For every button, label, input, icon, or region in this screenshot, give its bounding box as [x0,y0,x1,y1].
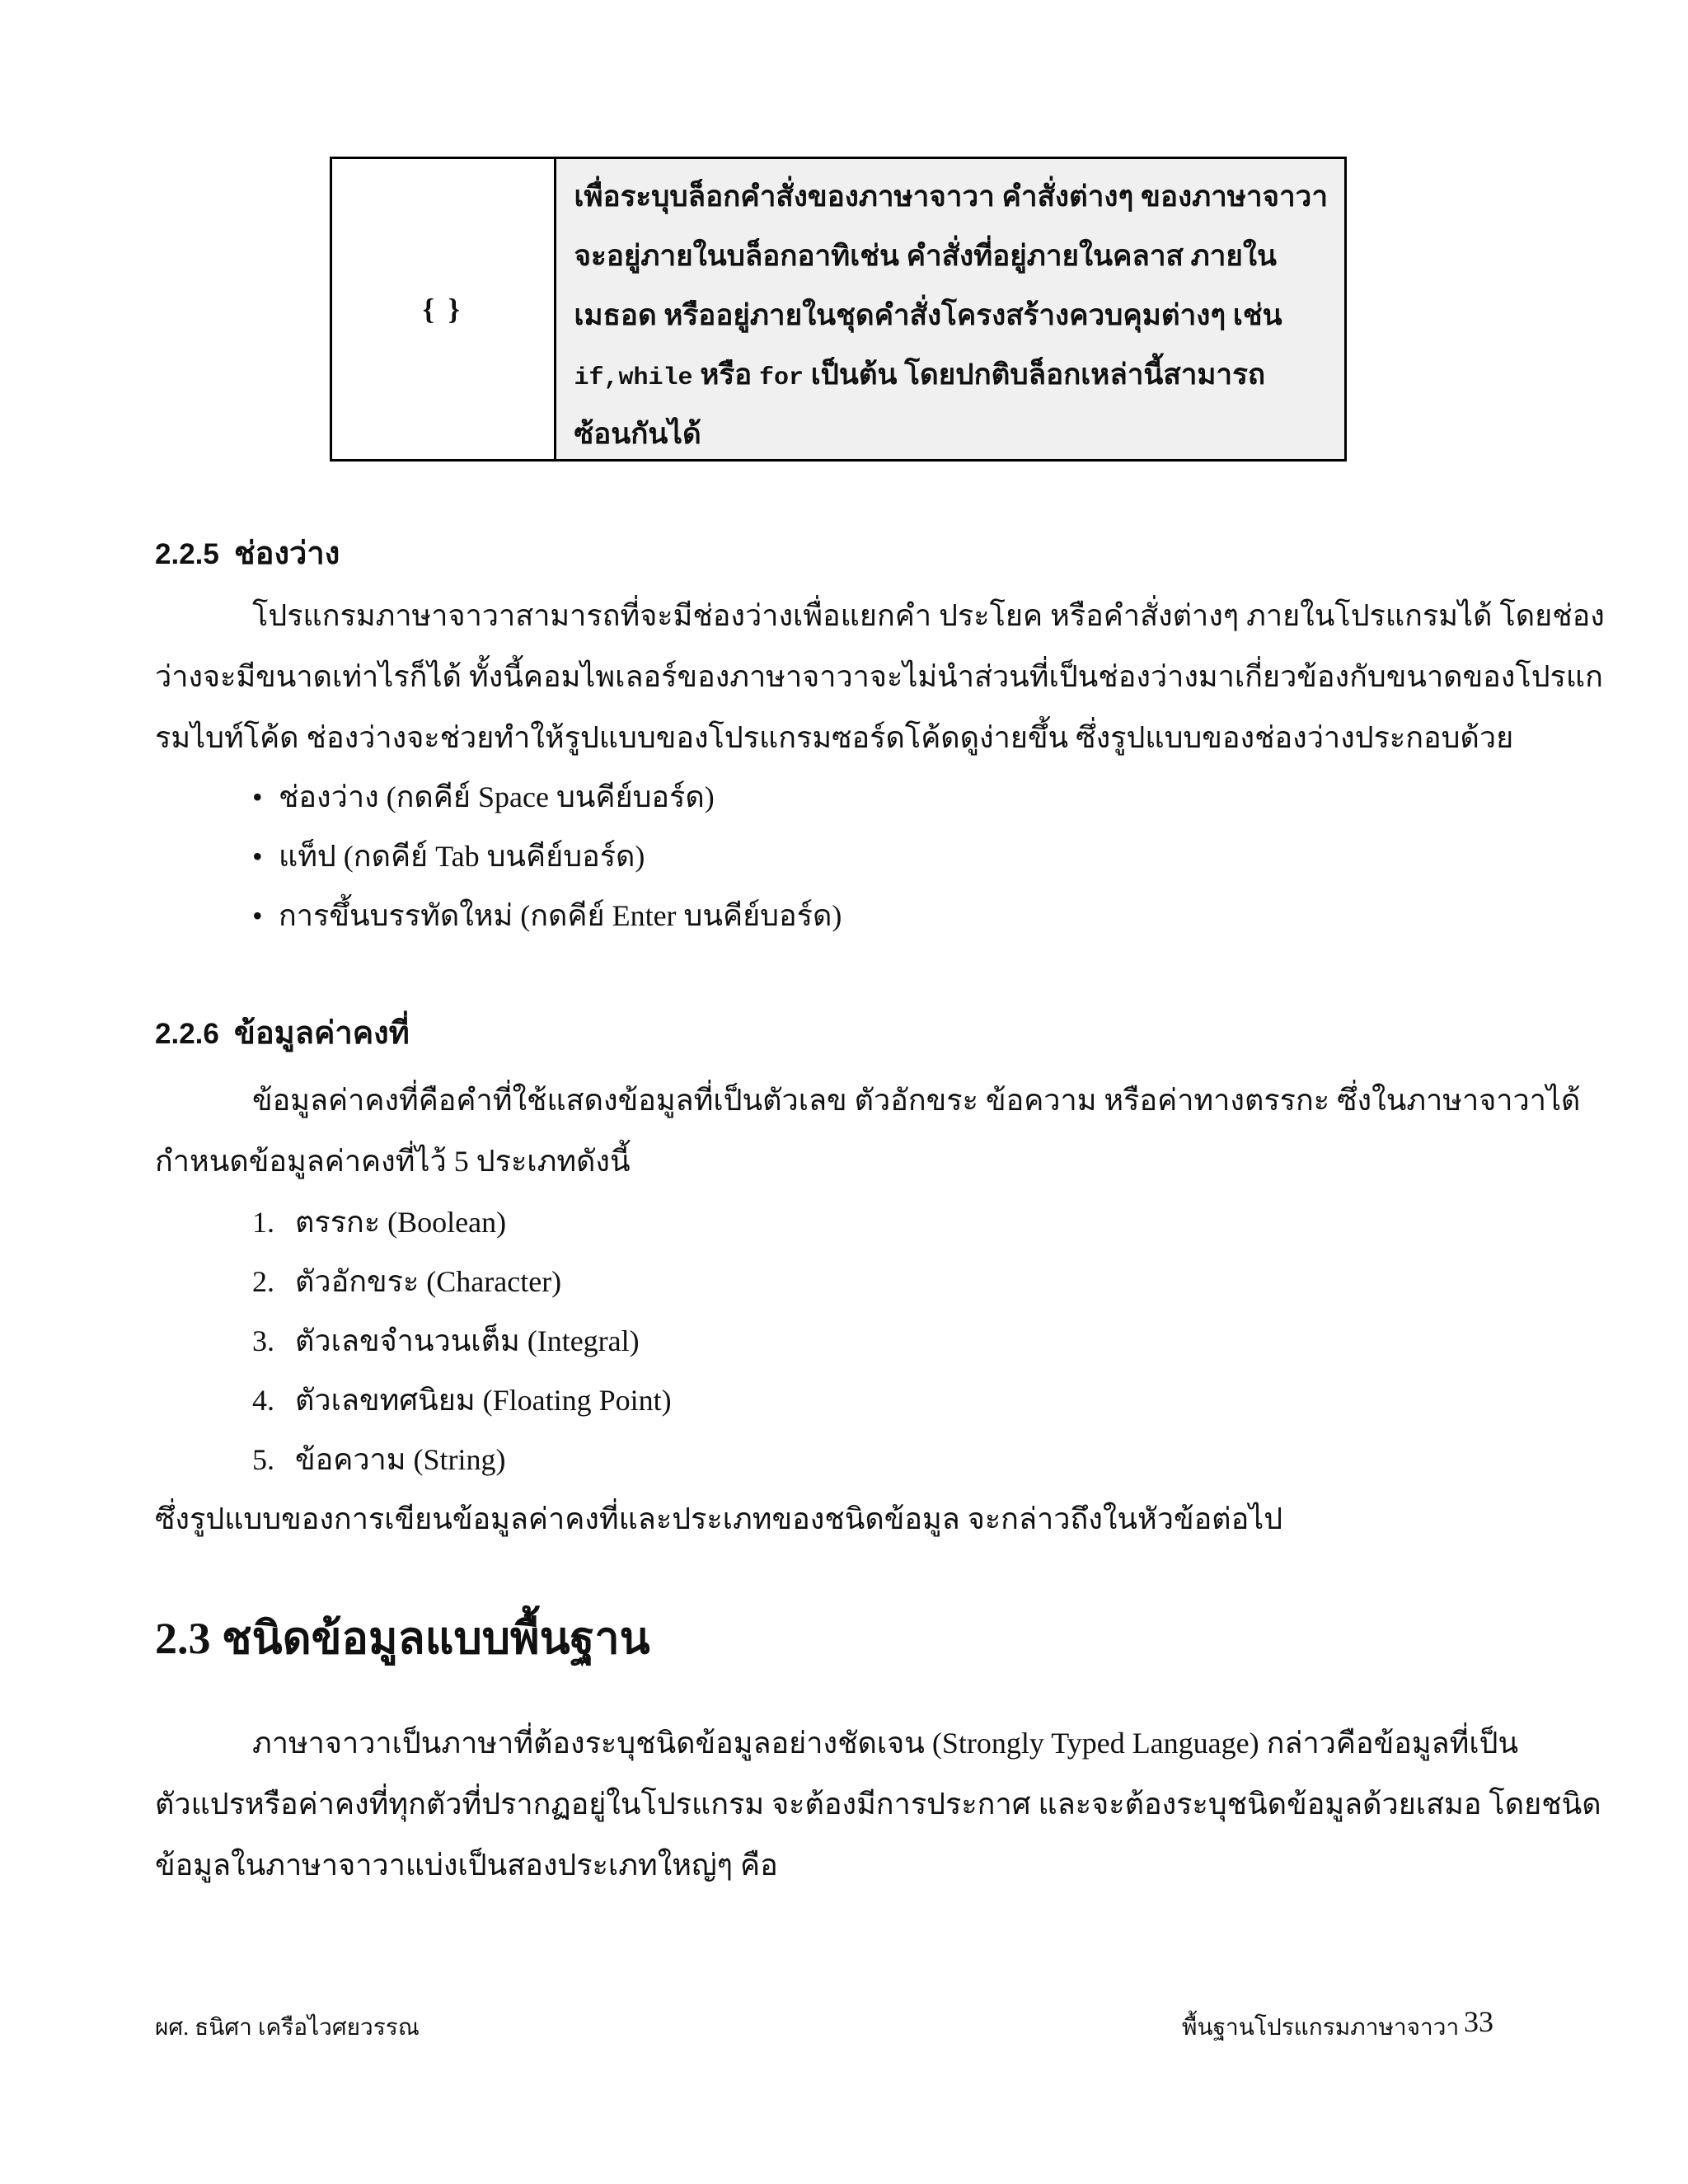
footer-author: ผศ. ธนิศา เครือไวศยวรรณ [155,2015,420,2041]
bullet-item [252,773,715,820]
list-item [252,1317,640,1364]
paragraph-line: ข้อมูลค่าคงที่คือคำที่ใช้แสดงข้อมูลที่เป็นตัวเลข ตัวอักขระ ข้อความ หรือค่าทางตรรกะ ซึ่งในภาษาจาวาได้ [252,1084,1581,1117]
list-text: ตัวเลขทศนิยม (Floating Point) [295,1384,672,1417]
bullet-text: ช่องว่าง (กดคีย์ Space บนคีย์บอร์ด) [279,780,715,813]
paragraph-line: ซึ่งรูปแบบของการเขียนข้อมูลค่าคงที่และประเภทของชนิดข้อมูล จะกล่าวถึงในหัวข้อต่อไป [155,1502,1283,1535]
description-text: เป็นต้น โดยปกติบล็อกเหล่านี้สามารถ [803,359,1266,391]
description-line: เมธอด หรืออยู่ภายในชุดคำสั่งโครงสร้างควบคุมต่างๆ เช่น [574,299,1282,331]
list-number: 1. [252,1206,274,1239]
code-keyword: if,while [574,364,693,392]
list-number: 3. [252,1324,274,1357]
description-line: จะอยู่ภายในบล็อกอาทิเช่น คำสั่งที่อยู่ภายในคลาส ภายใน [574,240,1277,272]
symbol-table [330,157,1347,462]
page-number: 33 [1464,2005,1493,2038]
description-line-code [574,345,1328,405]
list-number: 2. [252,1265,274,1298]
bullet-text: แท็ป (กดคีย์ Tab บนคีย์บอร์ด) [279,840,645,873]
bullet-text: การขึ้นบรรทัดใหม่ (กดคีย์ Enter บนคีย์บอร์ด) [279,899,842,932]
section-title: ข้อมูลค่าคงที่ [233,1016,410,1051]
bullet-icon: • [252,840,263,873]
footer-book-title: พื้นฐานโปรแกรมภาษาจาวา [1182,2015,1460,2041]
list-number: 5. [252,1443,274,1476]
list-text: ตัวเลขจำนวนเต็ม (Integral) [295,1324,640,1357]
paragraph-line: กำหนดข้อมูลค่าคงที่ไว้ 5 ประเภทดังนี้ [155,1145,631,1178]
list-item [252,1436,505,1483]
list-number: 4. [252,1384,274,1417]
list-item [252,1258,561,1305]
paragraph-line: ว่างจะมีขนาดเท่าไรก็ได้ ทั้งนี้คอมไพเลอร์ของภาษาจาวาจะไม่นำส่วนที่เป็นช่องว่างมาเกี่ยวข้องกับขนาดของโปรแก [155,660,1603,693]
symbol-cell: { } [332,159,556,459]
paragraph-line: โปรแกรมภาษาจาวาสามารถที่จะมีช่องว่างเพื่อแยกคำ ประโยค หรือคำสั่งต่างๆ ภายในโปรแกรมได้ โดยช่อง [252,599,1605,632]
bullet-item [252,892,842,939]
paragraph-line: ข้อมูลในภาษาจาวาแบ่งเป็นสองประเภทใหญ่ๆ คือ [155,1849,778,1882]
section-heading [155,1007,410,1057]
section-heading [155,527,340,578]
bullet-icon: • [252,899,263,932]
description-cell [556,159,1344,459]
bullet-icon: • [252,780,263,813]
chapter-section-heading: 2.3 ชนิดข้อมูลแบบพื้นฐาน [155,1614,650,1663]
paragraph-line: ภาษาจาวาเป็นภาษาที่ต้องระบุชนิดข้อมูลอย่างชัดเจน (Strongly Typed Language) กล่าวคือข้อมูลที่เป็น [252,1727,1519,1760]
code-keyword: for [758,364,804,392]
description-text: หรือ [692,359,759,391]
bullet-item [252,832,645,879]
list-text: ข้อความ (String) [295,1443,506,1476]
section-number: 2.2.6 [155,1018,219,1050]
description-line: ซ้อนกันได้ [574,418,701,450]
section-number: 2.2.5 [155,538,219,570]
list-item [252,1376,672,1423]
list-item [252,1198,506,1245]
list-text: ตัวอักขระ (Character) [295,1265,562,1298]
list-text: ตรรกะ (Boolean) [295,1206,507,1239]
paragraph-line: รมไบท์โค้ด ช่องว่างจะช่วยทำให้รูปแบบของโปรแกรมซอร์ดโค้ดดูง่ายขึ้น ซึ่งรูปแบบของช่องว่างประกอบด้วย [155,721,1514,754]
description-line: เพื่อระบุบล็อกคำสั่งของภาษาจาวา คำสั่งต่างๆ ของภาษาจาวา [574,180,1328,213]
section-title: ช่องว่าง [233,537,340,571]
paragraph-line: ตัวแปรหรือค่าคงที่ทุกตัวที่ปรากฏอยู่ในโปรแกรม จะต้องมีการประกาศ และจะต้องระบุชนิดข้อมูลด้วยเสมอ โดยชนิด [155,1788,1601,1821]
